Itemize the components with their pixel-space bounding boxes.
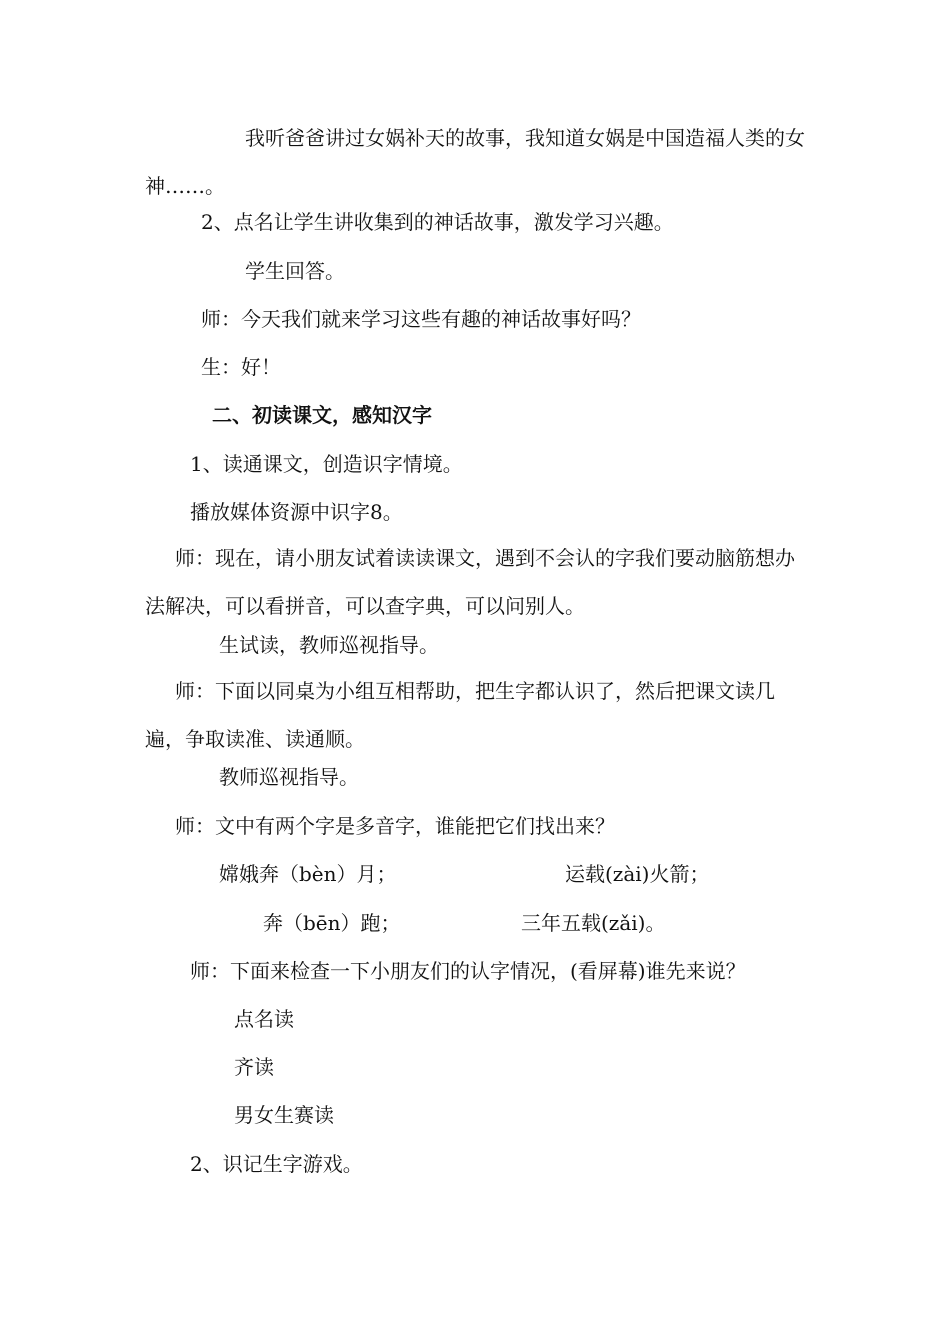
polyphonic-example-zai4: 运载(zài)火箭； — [565, 862, 710, 886]
paragraph-teacher-pair-help: 师：下面以同桌为小组互相帮助，把生字都认识了，然后把课文读几遍，争取读准、读通顺。 — [145, 679, 775, 751]
paragraph-teacher-question: 师：今天我们就来学习这些有趣的神话故事好吗？ — [201, 307, 641, 331]
paragraph-boys-girls-race: 男女生赛读 — [234, 1103, 334, 1127]
paragraph-student-answer: 学生回答。 — [245, 259, 345, 283]
paragraph-nvwa-story: 我听爸爸讲过女娲补天的故事，我知道女娲是中国造福人类的女神……。 — [145, 126, 805, 198]
paragraph-read-together: 齐读 — [234, 1055, 274, 1079]
polyphonic-example-ben1: 奔（bēn）跑； — [263, 911, 401, 935]
polyphonic-example-zai3: 三年五载(zǎi)。 — [521, 911, 666, 935]
paragraph-play-media: 播放媒体资源中识字8。 — [190, 500, 403, 524]
paragraph-roll-call-read: 点名读 — [234, 1007, 294, 1031]
paragraph-check-recognition: 师：下面来检查一下小朋友们的认字情况，(看屏幕)谁先来说？ — [190, 959, 746, 983]
paragraph-polyphonic-question: 师：文中有两个字是多音字，谁能把它们找出来？ — [175, 814, 615, 838]
paragraph-teacher-patrol: 教师巡视指导。 — [219, 765, 359, 789]
paragraph-student-try: 生试读，教师巡视指导。 — [219, 633, 439, 657]
paragraph-read-text: 1、读通课文，创造识字情境。 — [190, 452, 463, 476]
paragraph-teacher-try-reading: 师：现在，请小朋友试着读读课文，遇到不会认的字我们要动脑筋想办法解决，可以看拼音，可以查字典，可以问别人。 — [145, 546, 795, 618]
paragraph-roll-call-story: 2、点名让学生讲收集到的神话故事，激发学习兴趣。 — [201, 210, 674, 234]
paragraph-character-game: 2、识记生字游戏。 — [190, 1152, 363, 1176]
section-heading: 二、初读课文，感知汉字 — [212, 403, 432, 427]
paragraph-student-reply: 生：好！ — [201, 355, 281, 379]
polyphonic-example-ben4: 嫦娥奔（bèn）月； — [219, 862, 397, 886]
